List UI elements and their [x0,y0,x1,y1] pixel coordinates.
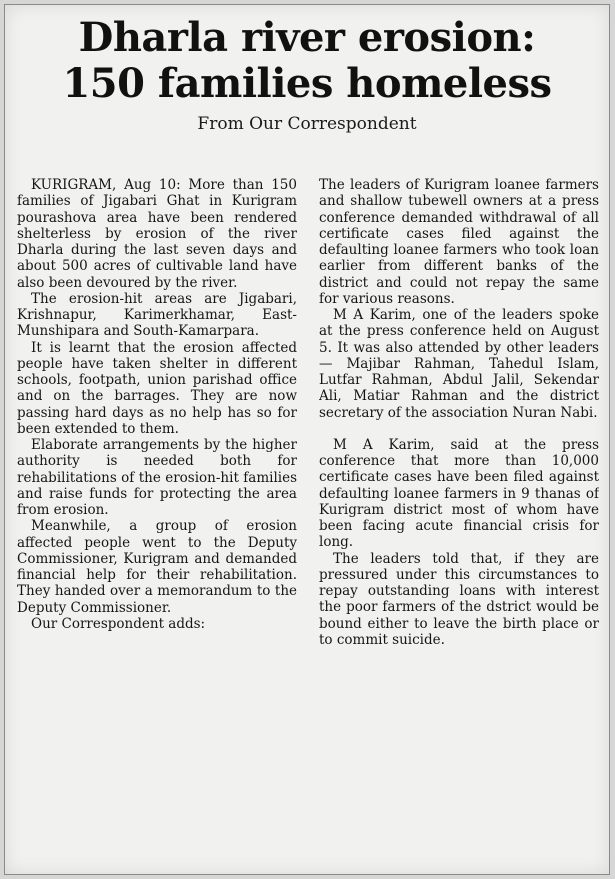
paragraph: The erosion-hit areas are Jigabari, Krishnapur, Karimerkhamar, East-Munshipara and South-Kamarpara. [17,290,297,340]
headline [5,5,609,107]
paragraph: M A Karim, said at the press conference that more than 10,000 certificate cases have been filed against defaulting loanee farmers in 9 thanas of Kurigram district most of whom have been facing acute financial crisis for long. [319,436,599,551]
paragraph: KURIGRAM, Aug 10: More than 150 families of Jigabari Ghat in Kurigram pourashova area have been rendered shelterless by erosion of the river Dharla during the last seven days and about 500 acres of cultivable land have also been devoured by the river. [17,177,297,291]
headline-line-2: 150 families homeless [62,60,552,107]
newspaper-clipping [4,4,610,875]
paragraph: Our Correspondent adds: [31,615,206,632]
paragraph: The leaders told that, if they are pressured under this circumstances to repay outstanding loans with interest the poor farmers of the dstrict would be bound either to leave the birth place or to commit suicide. [319,550,599,648]
paragraph: Elaborate arrangements by the higher authority is needed both for rehabilitations of the erosion-hit families and raise funds for protecting the area from erosion. [17,437,297,518]
byline: From Our Correspondent [197,114,417,134]
paragraph: Meanwhile, a group of erosion affected people went to the Deputy Commissioner, Kurigram and demanded financial help for their rehabilitation. They handed over a memorandum to the Deputy Commissioner. [17,518,297,616]
left-column [17,177,297,867]
right-column [319,177,599,867]
paragraph: M A Karim, one of the leaders spoke at the press conference held on August 5. It was also attended by other leaders — Majibar Rahman, Tahedul Islam, Lutfar Rahman, Abdul Jalil, Sekendar Ali, Matiar Rahman and the district secretary of the association Nuran Nabi. [319,307,599,421]
headline-line-1: Dharla river erosion: [78,14,536,61]
paragraph: It is learnt that the erosion affected people have taken shelter in different schools, footpath, union parishad office and on the barrages. They are now passing hard days as no help has so for been extended to them. [17,339,297,437]
article-body [17,177,599,867]
paragraph: The leaders of Kurigram loanee farmers and shallow tubewell owners at a press conference demanded withdrawal of all certificate cases filed against the defaulting loanee farmers who took loan earlier from different banks of the district and could not repay the same for various reasons. [319,177,599,307]
